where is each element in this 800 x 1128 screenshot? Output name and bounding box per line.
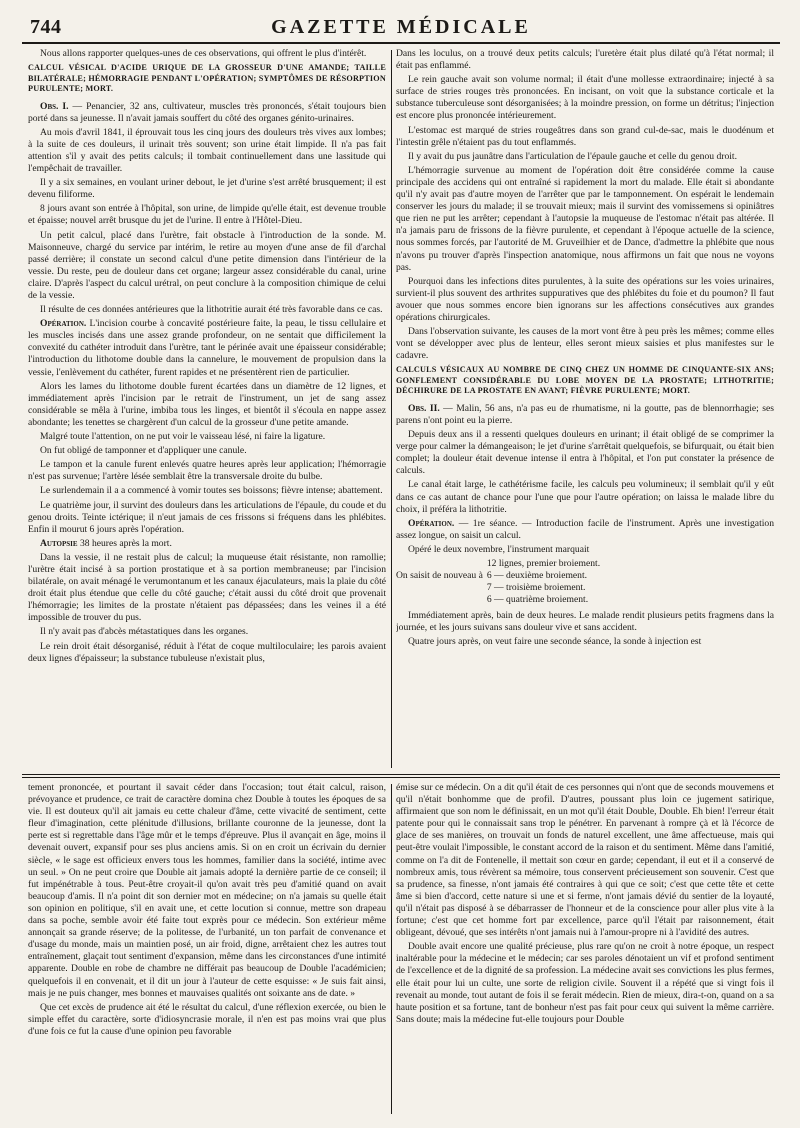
paragraph: Au mois d'avril 1841, il éprouvait tous les cinq jours des douleurs très vives aux lombes; à la suite de ces douleurs, il urinait très souvent; son urine était limpide. Il n'a pas fait attention s'il y avait des petits calculs; il tombait continuellement dans une lassitude qui l'empêchait de travailler. <box>28 126 386 175</box>
paragraph: Il résulte de ces données antérieures que la lithotritie aurait été très favorable dans ce cas. <box>40 304 383 316</box>
paragraph: Malgré toute l'attention, on ne put voir le vaisseau lésé, ni faire la ligature. <box>40 431 326 443</box>
paragraph: émise sur ce médecin. On a dit qu'il était de ces personnes qui n'ont que de seconds mouvemens et qu'il n'était bonhomme que de profil. D'autres, poussant plus loin ce jugement satirique, affirmaient que son nom le définissait, en un mot qu'il était Double, Double. Eh bien! l'erreur était patente pour qui le connaissait sans trop le pénétrer. En parvenant à rompre çà et là l'écorce de glace de ses manières, on trouvait un fonds de naturel excellent, une âme affectueuse, mais qui peut-être voulait l'impossible, le constant accord de la raison et du sentiment. Même dans l'amitié, comme on l'a dit de Fontenelle, il mettait son cœur en garde; cependant, il eut et il a conservé de nombreux amis, tous révèrent sa mémoire, tous conservent précieusement son souvenir. C'est que sa prudence, sa finesse, n'ont jamais été contraires à qui que ce soit; c'est que cette tête et cette âme si bien d'accord, cette nature si une et si ferme, n'ont jamais dévié du sentier de la loyauté, qu'il n'était pas disposé à se débarrasser de l'honneur et de la conscience pour aller plus vite à la fortune; c'est que cet homme fort par excellence, parce qu'il l'était par raisonnement, était obligeant, dévoué, que ses intérêts n'ont jamais nui à l'amour-propre ni à l'avidité des autres. <box>396 782 774 939</box>
page-number: 744 <box>30 16 62 38</box>
paragraph: Dans la vessie, il ne restait plus de calcul; la muqueuse était résistante, non ramollie; l'urètre était incisé à sa portion prostatique et à sa portion membraneuse; par l'incision bilatérale, on avait ménagé le verumontanum et les canaux éjaculateurs, mais la plaie du côté droit était plus étendue que celle du côté gauche; c'était aussi du côté droit que provenait l'hémorragie; les limites de la prostate n'étaient pas dépassées; dans les veines il a été impossible de trouver du pus. <box>28 551 386 624</box>
paragraph: Le canal était large, le cathétérisme facile, les calculs peu volumineux; il semblait qu'il y eût dans ce cas autant de chance pour l'une que pour l'autre opération; on laissa le malade libre du choix, il préféra la lithotritie. <box>396 479 774 515</box>
obs-text-1: — Penancier, 32 ans, cultivateur, muscles très prononcés, s'était toujours bien porté dans sa jeunesse. Il n'avait jamais souffert du côté des organes génito-urinaires. <box>28 100 386 124</box>
section-divider-double <box>22 777 780 778</box>
paragraph: Depuis deux ans il a ressenti quelques douleurs en urinant; il était obligé de se comprimer la verge pour calmer la démangeaison; le jet d'urine s'arrêtait quelquefois, se bifurquait, ou était bien complet; la douleur était devenue intense il entra à l'hôpital, et l'on put constater la présence de calculs. <box>396 429 774 477</box>
page-header <box>22 8 780 44</box>
right-column <box>396 48 774 770</box>
paragraph: Que cet excès de prudence ait été le résultat du calcul, d'une réflexion exercée, ou bien le simple effet du caractère, sorte d'idiosyncrasie morale, il n'en est pas moins vrai que plus d'une fois ce fut la cause d'une opinion peu favorable <box>28 1001 386 1037</box>
paragraph: Le tampon et la canule furent enlevés quatre heures après leur application; l'hémorragie n'est pas survenue; l'artère lésée semblait être la transversale droite du bulbe. <box>28 459 386 483</box>
paragraph: Le rein droit était désorganisé, réduit à l'état de coque multiloculaire; les parois avaient deux lignes d'épaisseur; la substance tubuleuse n'existait plus, <box>28 640 386 664</box>
case-title-2: CALCULS VÉSICAUX AU NOMBRE DE CINQ CHEZ UN HOMME DE CINQUANTE-SIX ANS; GONFLEMENT CONSIDÉRABLE DU LOBE MOYEN DE LA PROSTATE; LITHOTRITIE; DÉCHIRURE DE LA PROSTATE EN AVANT; FIÈVRE PURULENTE; MORT. <box>396 365 774 396</box>
paragraph: Alors les lames du lithotome double furent écartées dans un diamètre de 12 lignes, et immédiatement après l'incision par le retrait de l'instrument, un jet de sang assez considérable se mêla à l'urine, imbiba tous les linges, et bientôt il s'écoula en nappe assez abondante; les tenettes se chargèrent d'un calcul de la grosseur d'une petite amande. <box>28 380 386 428</box>
journal-title: GAZETTE MÉDICALE <box>271 16 531 38</box>
paragraph: L'hémorragie survenue au moment de l'opération doit être considérée comme la cause principale des accidens qui ont entraîné si rapidement la mort du malade. Elle était si abondante qu'il n'y avait pas d'autre moyen de l'arrêter que par le tamponnement. On espérait le lendemain conserver les jours du malade; il se trouvait mieux; mais il survint des vomissemens si opiniâtres que rien ne put les arrêter; cependant à l'autopsie la muqueuse de l'estomac n'était pas altérée. Il n'a jamais paru de frissons de la fièvre purulente, et cependant à l'époque actuelle de la science, nous sommes forcés, par l'autorité de M. Gruveilhier et de Dance, d'admettre la phlébite que nous n'avons pu trouver d'après l'inspection anatomique, nous affirmons un fait que nous ne voyons pas. <box>396 164 774 273</box>
column-divider-bottom <box>391 784 392 1114</box>
column-divider-top <box>391 50 392 768</box>
paragraph: Un petit calcul, placé dans l'urètre, fait obstacle à l'introduction de la sonde. M. Maisonneuve, chargé du service par intérim, le retire au moyen d'une anse de fil d'archal passé derrière; il constate un second calcul d'une petite dimension dans l'intérieur de la vessie. Du reste, peu de douleur dans cet organe; largeur assez considérable du canal, urine claire. D'après l'aspect du calcul urétral, on peut conclure à la composition chimique de celui de la vessie. <box>28 229 386 301</box>
case-title-1: CALCUL VÉSICAL D'ACIDE URIQUE DE LA GROSSEUR D'UNE AMANDE; TAILLE BILATÉRALE; HÉMORRAGIE PENDANT L'OPÉRATION; SYMPTÔMES DE RÉSORPTION PURULENTE; MORT. <box>28 63 386 94</box>
observation-1 <box>28 101 386 125</box>
paragraph: Opéré le deux novembre, l'instrument marquait <box>408 543 590 555</box>
feuilleton-right-column <box>396 782 774 1116</box>
observation-2: Obs. II. — Malin, 56 ans, n'a pas eu de rhumatisme, ni la goutte, pas de blennorrhagie; ses parens n'ont point eu la pierre. <box>396 402 774 426</box>
paragraph: Immédiatement après, bain de deux heures. Le malade rendit plusieurs petits fragmens dans la journée, et les jours suivans sans douleur vive et sans accident. <box>396 609 774 634</box>
feuilleton-left-column <box>28 782 386 1116</box>
paragraph: Il y avait du pus jaunâtre dans l'articulation de l'épaule gauche et celle du genou droit. <box>408 150 737 162</box>
operation-paragraph-1: Opération. L'incision courbe à concavité postérieure faite, la peau, le tissu cellulaire et les muscles incisés dans une assez grande profondeur, on ne sentait que difficilement la convexité du cathéter introduit dans l'urètre, tant le périnée avait une épaisseur considérable; l'introduction du lithotome double dans la cannelure, le mouvement de propulsion dans la vessie, l'enlèvement du cathéter, furent rapides et ne présentèrent rien de particulier. <box>28 318 386 378</box>
newspaper-page <box>22 8 780 1118</box>
autopsy-label: Autopsie <box>40 537 78 549</box>
paragraph: Pourquoi dans les infections dites purulentes, à la suite des opérations sur les voies urinaires, survient-il plus souvent des arthrites suppuratives que des phlébites du foie et du poumon? Il faut avouer que nous sommes encore bien ignorans sur les affections consécutives aux grandes opérations chirurgicales. <box>396 275 774 323</box>
paragraph: Le quatrième jour, il survint des douleurs dans les articulations de l'épaule, du coude et du genou droits. Teinte ictérique; il n'eut jamais de ces frissons si fréquens dans les phlébites. Enfin il mourut 6 jours après l'opération. <box>28 499 386 535</box>
operation-label-2: Opération. <box>408 517 455 529</box>
paragraph: On fut obligé de tamponner et d'appliquer une canule. <box>40 445 247 457</box>
measurement-row: On saisit de nouveau à 6 — deuxième broiement. <box>396 569 588 581</box>
operation-label-1: Opération. <box>40 318 87 330</box>
autopsy-paragraph: Autopsie 38 heures après la mort. <box>40 537 172 549</box>
paragraph: Il n'y avait pas d'abcès métastatiques dans les organes. <box>40 626 249 638</box>
paragraph: L'estomac est marqué de stries rougeâtres dans son grand cul-de-sac, mais le duodénum et l'intestin grêle n'étaient pas du tout enflammés. <box>396 124 774 148</box>
paragraph: Dans les loculus, on a trouvé deux petits calculs; l'uretère était plus dilaté qu'à l'état normal; il était pas enflammé. <box>396 48 774 72</box>
measurement-table <box>396 558 604 606</box>
left-column <box>28 48 386 770</box>
paragraph: 8 jours avant son entrée à l'hôpital, son urine, de limpide qu'elle était, est devenue trouble et épaisse; nouvel arrêt brusque du jet de l'urine. Il entre à l'Hôtel-Dieu. <box>28 203 386 227</box>
paragraph: Dans l'observation suivante, les causes de la mort vont être à peu près les mêmes; comme elles vont se développer avec plus de lenteur, elles seront mieux saisies et plus manifestes sur le cadavre. <box>396 326 774 362</box>
paragraph: Le rein gauche avait son volume normal; il était d'une mollesse extraordinaire; injecté à sa surface de stries rouges très prononcées. En incisant, on voit que la substance corticale et la substance tuberculeuse sont désorganisées; à la moindre pression, on forme un détritus; l'injection est encore plus prononcée intérieurement. <box>396 74 774 122</box>
measurement-row: 7 — troisième broiement. <box>486 581 586 593</box>
obs-label-1: Obs. I. <box>40 100 69 112</box>
measurement-row: 6 — quatrième broiement. <box>486 593 589 605</box>
paragraph: Quatre jours après, on veut faire une seconde séance, la sonde à injection est <box>408 636 702 648</box>
obs-label-2: Obs. II. <box>408 402 440 414</box>
measurement-row: 12 lignes, premier broiement. <box>486 557 601 569</box>
paragraph: Le surlendemain il a a commencé à vomir toutes ses boissons; fièvre intense; abattement. <box>40 485 383 497</box>
paragraph: tement prononcée, et pourtant il savait céder dans l'occasion; tout était calcul, raison, prévoyance et prudence, ce trait de caractère domina chez Double à toutes les époques de sa vie. Il est douteux qu'il ait jamais eu cette chaleur d'âme, cette vivacité de sentiment, cette fleur d'imagination, cette plénitude d'illusions, brillante couronne de la jeunesse, dont la perte est si regrettable dans l'âge mûr et le temps d'épreuve. Plus il avançait en âge, moins il devenait ouvert, expansif pour ses plus anciens amis. Si on en croit un écrivain du dernier siècle, « le sage est officieux envers tous les hommes, familier dans la société, intime avec un seul. » On ne peut croire que Double ait jamais adopté la dernière partie de ce conseil; il fut impénétrable à tous. Peut-être croyait-il qu'on avait très peu d'amitié quand on avait beaucoup d'amis. Il n'a point dit son dernier mot en médecine; on n'a jamais su quelle était son opinion en politique, s'il en avait une, et cette locution si connue, mettre son drapeau dans sa poche, semble avoir été faite tout exprès pour ce médecin. Son extérieur même annonçait sa grande réserve; de la politesse, de l'urbanité, un ton parfait de convenance et d'usage du monde, mais un maintien posé, un air froid, digne, arrêtaient chez les autres tout entraînement, glaçait tout sentiment d'expansion, même dans les circonstances d'une intimité apparente. Double en robe de chambre ne différait pas beaucoup de Double l'académicien; quelquefois il en convenait, et il dit un jour à l'auteur de cette esquisse: « Je suis fait ainsi, mais je ne puis changer, mes bonnes et mauvaises qualités ont soixante ans de date. » <box>28 782 386 999</box>
paragraph: Double avait encore une qualité précieuse, plus rare qu'on ne croit à notre époque, un respect inaltérable pour la médecine et le médecin; car ses paroles dénotaient un vif et profond sentiment de l'excellence et de la dignité de sa profession. La médecine avait ses convictions les plus fermes, elle était pour lui un culte, une sorte de religion civile. Souvent il a répété que si vingt fois il revenait au monde, tout autant de fois il se ferait médecin. Rien de mieux, dira-t-on, quand on a sa haute position et sa fortune, tant de bonheur n'est pas fait pour ceux qui suivent la même carrière. Sans doute; mais la médecine fut-elle toujours pour Double <box>396 941 774 1025</box>
section-divider <box>22 774 780 775</box>
intro-paragraph: Nous allons rapporter quelques-unes de ces observations, qui offrent le plus d'intérêt. <box>40 48 367 59</box>
operation-paragraph-2: Opération. — 1re séance. — Introduction facile de l'instrument. Après une investigation assez longue, on saisit un calcul. <box>396 517 774 541</box>
paragraph: Il y a six semaines, en voulant uriner debout, le jet d'urine s'est arrêté brusquement; il est devenu filiforme. <box>28 177 386 201</box>
